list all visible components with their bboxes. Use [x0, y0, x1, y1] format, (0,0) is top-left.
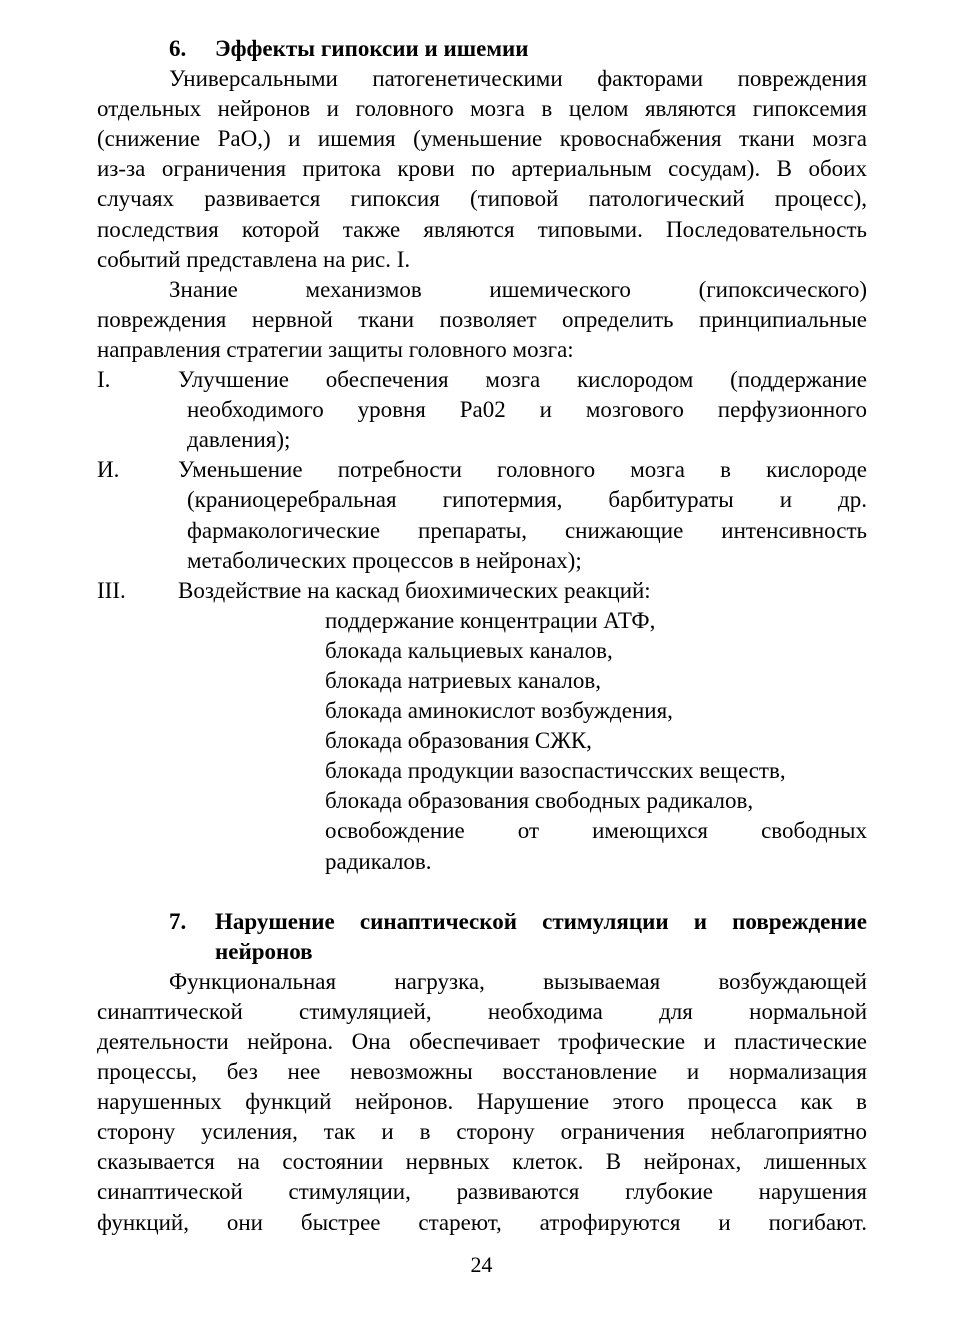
section-title-line: нейронов	[215, 938, 313, 964]
text-line: Улучшение обеспечения мозга кислородом (поддержание	[178, 367, 867, 393]
text-line: Уменьшение потребности головного мозга в кислороде	[178, 457, 867, 483]
sublist-item: блокада аминокислот возбуждения,	[325, 698, 673, 724]
text-line: синаптической стимуляцией, необходима для нормальной	[97, 998, 867, 1024]
text-line: направления стратегии защиты головного мозга:	[97, 336, 574, 362]
sublist-item: блокада образования СЖК,	[325, 728, 592, 754]
text-line: Знание механизмов ишемического (гипоксического)	[169, 276, 867, 302]
text-line: синаптической стимуляции, развиваются глубокие нарушения	[97, 1179, 867, 1205]
text-line: отдельных нейронов и головного мозга в целом являются гипоксемия	[97, 96, 867, 122]
text-line: случаях развивается гипоксия (типовой патологический процесс),	[97, 186, 867, 212]
text-line: фармакологические препараты, снижающие интенсивность	[187, 517, 867, 543]
list-item	[97, 455, 867, 485]
paragraph-hypoxia	[97, 64, 867, 275]
text-line: функций, они быстрее стареют, атрофируются и погибают.	[97, 1209, 867, 1235]
sublist-item: освобождение от имеющихся свободных	[325, 818, 867, 844]
section-7-heading	[97, 907, 867, 967]
sublist-item: радикалов.	[325, 848, 432, 874]
text-line: Функциональная нагрузка, вызываемая возбуждающей	[169, 968, 867, 994]
sublist-item: блокада продукции вазоспастичсских веществ,	[325, 758, 786, 784]
list-marker: I.	[97, 367, 111, 393]
section-title	[215, 907, 867, 967]
text-line: нарушенных функций нейронов. Нарушение этого процесса как в	[97, 1089, 867, 1115]
text-line: необходимого уровня Ра02 и мозгового перфузионного	[187, 397, 867, 423]
text-line: повреждения нервной ткани позволяет определить принципиальные	[97, 306, 867, 332]
paragraph-synaptic	[97, 967, 867, 1238]
page-content	[97, 34, 867, 1238]
text-line: событий представлена на рис. I.	[97, 246, 411, 272]
section-title: Эффекты гипоксии и ишемии	[215, 36, 529, 61]
sublist-item: блокада натриевых каналов,	[325, 667, 601, 693]
section-title-line: Нарушение синаптической стимуляции и повреждение	[215, 908, 867, 934]
sublist-item: блокада образования свободных радикалов,	[325, 788, 754, 814]
text-line: последствия которой также являются типовыми. Последовательность	[97, 216, 867, 242]
section-number: 6.	[169, 36, 187, 61]
text-line: сторону усиления, так и в сторону ограничения неблагоприятно	[97, 1119, 867, 1145]
strategy-list	[97, 365, 867, 606]
sublist-item: поддержание концентрации АТФ,	[325, 607, 656, 633]
biochemical-sublist	[97, 606, 867, 877]
sublist-item: блокада кальциевых каналов,	[325, 637, 613, 663]
text-line: давления);	[187, 427, 291, 453]
list-marker: И.	[97, 457, 120, 483]
text-line: метаболических процессов в нейронах);	[187, 547, 582, 573]
section-6-heading	[97, 34, 867, 64]
text-line: Универсальными патогенетическими факторами повреждения	[169, 66, 867, 92]
text-line: деятельности нейрона. Она обеспечивает трофические и пластические	[97, 1029, 867, 1054]
list-item	[97, 365, 867, 395]
text-line: из-за ограничения притока крови по артериальным сосудам). В обоих	[97, 156, 867, 182]
section-number: 7.	[169, 908, 187, 934]
page-number: 24	[470, 1252, 493, 1277]
list-item	[97, 576, 867, 606]
text-line: процессы, без нее невозможны восстановление и нормализация	[97, 1059, 867, 1085]
text-line: Воздействие на каскад биохимических реакций:	[178, 577, 651, 603]
text-line: (краниоцеребральная гипотермия, барбитураты и др.	[187, 487, 867, 513]
text-line: сказывается на состоянии нервных клеток. В нейронах, лишенных	[97, 1149, 867, 1175]
text-line: (снижение РаО,) и ишемия (уменьшение кровоснабжения ткани мозга	[97, 126, 867, 152]
paragraph-strategy	[97, 275, 867, 365]
list-marker: III.	[97, 577, 126, 603]
